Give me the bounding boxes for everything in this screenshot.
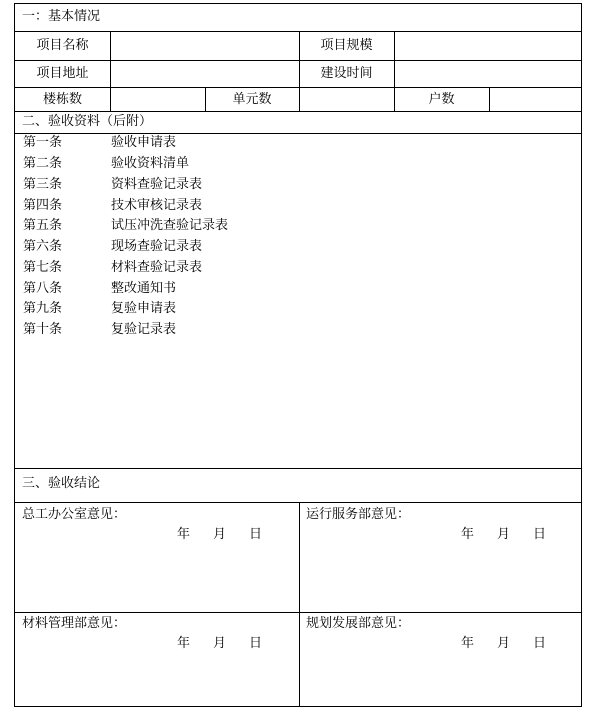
build-time-field[interactable]	[395, 61, 581, 87]
date-day: 日	[249, 527, 263, 542]
list-item	[23, 279, 176, 299]
material-management-opinion-label: 材料管理部意见：	[22, 616, 127, 631]
list-item	[23, 175, 202, 195]
project-address-label: 项目地址	[36, 66, 89, 81]
item-number: 第八条	[23, 281, 63, 296]
item-title: 现场查验记录表	[111, 239, 203, 254]
item-title: 资料查验记录表	[111, 177, 203, 192]
date-year: 年	[461, 527, 475, 542]
date-year: 年	[177, 527, 191, 542]
row-divider	[15, 468, 581, 469]
date-day: 日	[249, 636, 263, 651]
household-count-label: 户数	[428, 92, 455, 107]
item-number: 第四条	[23, 198, 63, 213]
list-item	[23, 154, 189, 174]
item-number: 第五条	[23, 218, 63, 233]
item-title: 技术审核记录表	[111, 198, 203, 213]
date-day: 日	[533, 527, 547, 542]
item-number: 第七条	[23, 260, 63, 275]
project-name-label: 项目名称	[36, 38, 89, 53]
list-item	[23, 216, 228, 236]
list-item	[23, 320, 176, 340]
project-name-field[interactable]	[111, 32, 299, 60]
item-title: 复验申请表	[111, 301, 177, 316]
household-count-field[interactable]	[490, 88, 581, 111]
project-scale-label: 项目规模	[320, 38, 373, 53]
list-item	[23, 133, 176, 153]
unit-count-field[interactable]	[300, 88, 394, 111]
project-address-field[interactable]	[111, 61, 299, 87]
section-title-conclusion: 三、验收结论	[22, 476, 101, 491]
building-count-field[interactable]	[111, 88, 205, 111]
date-month: 月	[497, 527, 511, 542]
section-title-basic: 一：基本情况	[22, 9, 101, 24]
list-item	[23, 196, 202, 216]
building-count-label: 楼栋数	[42, 92, 82, 107]
date-month: 月	[213, 636, 227, 651]
date-month: 月	[497, 636, 511, 651]
row-divider	[15, 612, 581, 613]
planning-development-opinion-label: 规划发展部意见：	[306, 616, 411, 631]
item-title: 整改通知书	[111, 281, 177, 296]
list-item	[23, 258, 202, 278]
item-number: 第十条	[23, 322, 63, 337]
list-item	[23, 299, 176, 319]
item-number: 第一条	[23, 135, 63, 150]
item-title: 验收资料清单	[111, 156, 190, 171]
section-title-materials: 二、验收资料（后附）	[22, 114, 153, 129]
list-item	[23, 237, 202, 257]
unit-count-label: 单元数	[232, 92, 272, 107]
date-day: 日	[533, 636, 547, 651]
item-number: 第六条	[23, 239, 63, 254]
item-number: 第九条	[23, 301, 63, 316]
item-title: 材料查验记录表	[111, 260, 203, 275]
date-year: 年	[461, 636, 475, 651]
date-year: 年	[177, 636, 191, 651]
item-number: 第三条	[23, 177, 63, 192]
row-divider	[15, 111, 581, 112]
row-divider	[15, 502, 581, 503]
item-number: 第二条	[23, 156, 63, 171]
operation-service-opinion-label: 运行服务部意见：	[306, 507, 411, 522]
item-title: 试压冲洗查验记录表	[111, 218, 229, 233]
item-title: 验收申请表	[111, 135, 177, 150]
date-month: 月	[213, 527, 227, 542]
item-title: 复验记录表	[111, 322, 177, 337]
acceptance-form	[14, 3, 582, 707]
build-time-label: 建设时间	[320, 66, 373, 81]
chief-engineer-opinion-label: 总工办公室意见：	[22, 507, 127, 522]
project-scale-field[interactable]	[395, 32, 581, 60]
